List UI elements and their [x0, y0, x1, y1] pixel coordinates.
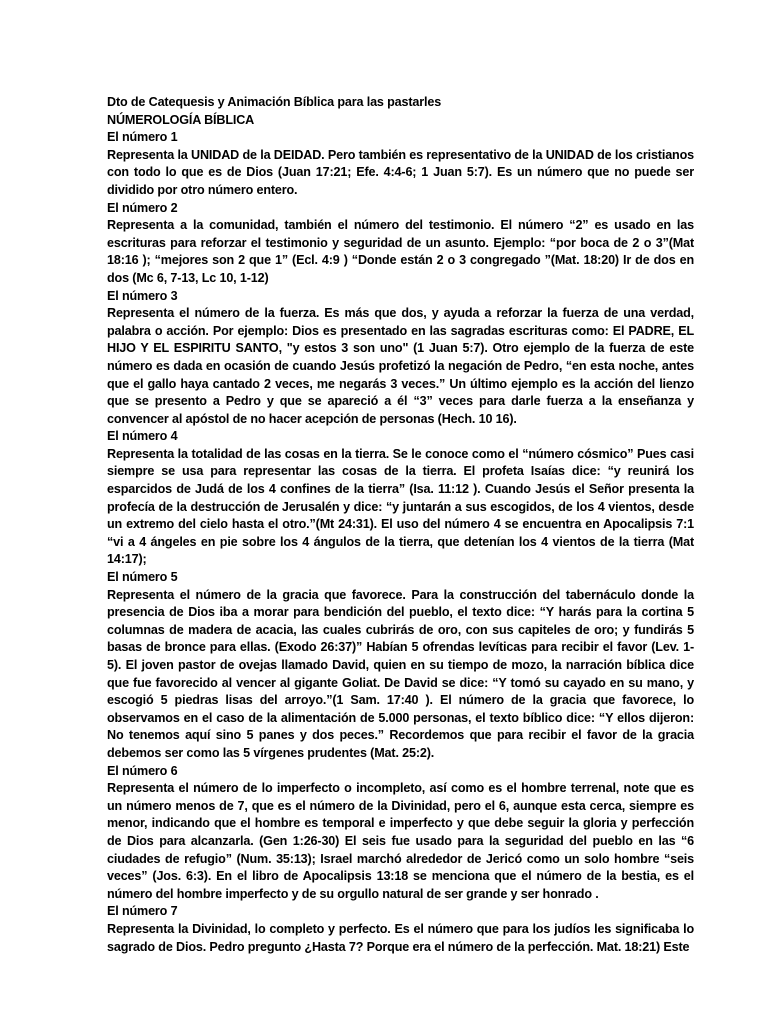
section-number-3 — [107, 288, 694, 429]
section-heading: El número 5 — [107, 570, 178, 585]
department-line: Dto de Catequesis y Animación Bíblica para las pastarles — [107, 95, 442, 109]
section-body: Representa la totalidad de las cosas en la tierra. Se le conoce como el “número cósmico” Pues casi siempre se usa para representar las cosas de la tierra. El profeta Isaías dice: “y reunirá los esparcidos de Judá de los 4 confines de la tierra” (Isa. 11:12 ). Cuando Jesús el Señor presenta la profecía de la destrucción de Jerusalén y dice: “y juntarán a sus escogidos, de los 4 vientos, desde un extremo del cielo hasta el otro.”(Mt 24:31). El uso del número 4 se encuentra en Apocalipsis 7:1 “vi a 4 ángeles en pie sobre los 4 ángulos de la tierra, que detenían los 4 vientos de la tierra (Mat 14:17); — [107, 446, 694, 567]
section-number-6 — [107, 763, 694, 904]
section-number-2 — [107, 200, 694, 288]
document-title: NÚMEROLOGÍA BÍBLICA — [107, 112, 255, 127]
section-body: Representa el número de lo imperfecto o incompleto, así como es el hombre terrenal, note que es un número menos de 7, que es el número de la Divinidad, pero el 6, aunque esta cerca, siempre es menor, indicando que el hombre es temporal e imperfecto y que debe seguir la gloria y perfección de Dios para alcanzarla. (Gen 1:26-30) El seis fue usado para la seguridad del pueblo en las “6 ciudades de refugio” (Num. 35:13); Israel marchó alrededor de Jericó como un solo hombre “seis veces” (Jos. 6:3). En el libro de Apocalipsis 13:18 se menciona que el número de la bestia, es el número del hombre imperfecto y de su orgullo natural de ser grande y ser honrado . — [107, 781, 694, 901]
section-heading: El número 4 — [107, 429, 178, 444]
section-body: Representa la UNIDAD de la DEIDAD. Pero también es representativo de la UNIDAD de los cristianos con todo lo que es de Dios (Juan 17:21; Efe. 4:4-6; 1 Juan 5:7). Es un número que no puede ser dividido por otro número entero. — [107, 147, 694, 197]
section-heading: El número 7 — [107, 904, 178, 919]
section-number-5 — [107, 569, 694, 763]
document-page — [107, 94, 694, 956]
section-body: Representa el número de la fuerza. Es más que dos, y ayuda a reforzar la fuerza de una verdad, palabra o acción. Por ejemplo: Dios es presentado en las sagradas escrituras como: El PADRE, EL HIJO Y EL ESPIRITU SANTO, "y estos 3 son uno" (1 Juan 5:7). Otro ejemplo de la fuerza de este número es dada en ocasión de cuando Jesús profetizó la negación de Pedro, “en esta noche, antes que el gallo haya cantado 2 veces, me negarás 3 veces.” Un último ejemplo es la acción del lienzo que se presento a Pedro y que se apareció a él “3” veces para darle fuerza a la enseñanza y convencer al apóstol de no hacer acepción de personas (Hech. 10 16). — [107, 306, 694, 426]
section-body: Representa el número de la gracia que favorece. Para la construcción del tabernáculo donde la presencia de Dios iba a morar para bendición del pueblo, el texto dice: “Y harás para la cortina 5 columnas de madera de acacia, las cuales cubrirás de oro, con sus capiteles de oro; y fundirás 5 basas de bronce para ellas. (Exodo 26:37)” Habían 5 ofrendas levíticas para recibir el favor (Lev. 1-5). El joven pastor de ovejas llamado David, quien en su tiempo de mozo, la narración bíblica dice que fue favorecido al vencer al gigante Goliat. De David se dice: “Y tomó su cayado en su mano, y escogió 5 piedras lisas del arroyo.”(1 Sam. 17:40 ). El número de la gracia que favorece, lo observamos en el caso de la alimentación de 5.000 personas, el texto bíblico dice: “Y ellos dijeron: No tenemos aquí sino 5 panes y dos peces.” Recordemos que para recibir el favor de la gracia debemos ser como las 5 vírgenes prudentes (Mat. 25:2). — [107, 587, 694, 760]
section-heading: El número 1 — [107, 130, 178, 145]
section-body: Representa a la comunidad, también el número del testimonio. El número “2” es usado en las escrituras para reforzar el testimonio y seguridad de un asunto. Ejemplo: “por boca de 2 o 3”(Mat 18:16 ); “mejores son 2 que 1” (Ecl. 4:9 ) “Donde están 2 o 3 congregado ”(Mat. 18:20) Ir de dos en dos (Mc 6, 7-13, Lc 10, 1-12) — [107, 218, 694, 285]
section-body: Representa la Divinidad, lo completo y perfecto. Es el número que para los judíos les significaba lo sagrado de Dios. Pedro pregunto ¿Hasta 7? Porque era el número de la perfección. Mat. 18:21) Este — [107, 921, 694, 954]
section-heading: El número 6 — [107, 763, 178, 778]
section-number-7 — [107, 903, 694, 956]
section-number-1 — [107, 129, 694, 199]
section-heading: El número 3 — [107, 288, 178, 303]
section-number-4 — [107, 428, 694, 569]
section-heading: El número 2 — [107, 200, 178, 215]
